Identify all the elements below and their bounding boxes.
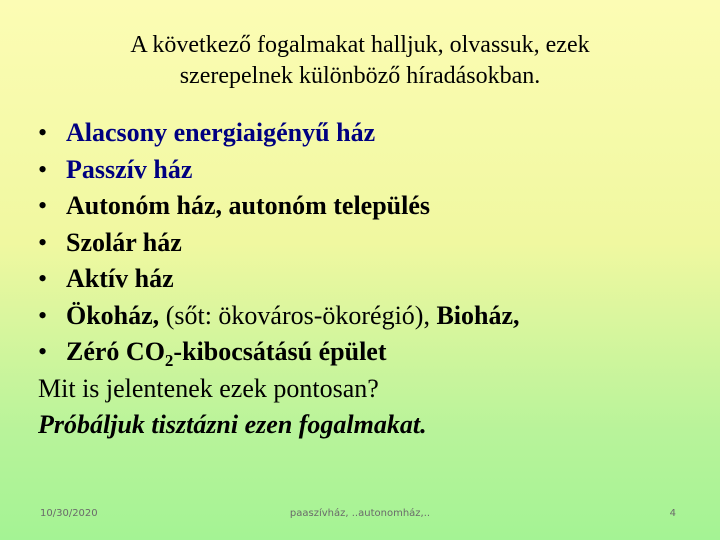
bullet-item xyxy=(38,334,698,371)
closing-text: Próbáljuk tisztázni ezen fogalmakat. xyxy=(38,410,427,439)
bullet-text-emission: -kibocsátású épület xyxy=(173,337,387,366)
title-line-1: A következő fogalmakat halljuk, olvassuk, ezek xyxy=(130,32,590,58)
bullet-text-parenthetical: (sőt: ökováros-ökorégió), xyxy=(159,300,437,330)
footer-page-number: 4 xyxy=(669,508,676,519)
bullet-dot-icon: • xyxy=(38,118,48,147)
bullet-dot-icon: • xyxy=(38,227,48,257)
bullet-text: Aktív ház xyxy=(66,264,174,293)
bullet-dot-icon: • xyxy=(38,191,48,220)
bullet-text: Autonóm ház, autonóm település xyxy=(66,191,431,220)
bullet-item xyxy=(38,188,698,225)
bullet-item xyxy=(38,298,698,335)
bullet-text-zero-co: Zéró CO xyxy=(66,337,165,366)
bullet-text-biohaz: Bioház, xyxy=(436,300,520,330)
bullet-dot-icon: • xyxy=(38,264,48,293)
bullet-dot-icon: • xyxy=(38,154,48,184)
title-line-2: szerepelnek különböző híradásokban. xyxy=(179,63,541,89)
footer-title: paaszívház, ..autonomház,.. xyxy=(289,508,431,519)
bullet-dot-icon: • xyxy=(38,300,48,330)
bullet-item xyxy=(38,225,698,262)
bullet-item xyxy=(38,115,698,152)
bullet-text: Alacsony energiaigényű ház xyxy=(66,118,376,147)
bullet-text xyxy=(66,298,520,335)
bullet-text: Passzív ház xyxy=(66,154,193,184)
bullet-text: Szolár ház xyxy=(66,227,182,257)
bullet-dot-icon: • xyxy=(38,337,48,366)
co2-subscript: 2 xyxy=(164,351,174,370)
bullet-item xyxy=(38,152,698,189)
slide-body xyxy=(38,115,698,444)
bullet-item xyxy=(38,261,698,298)
question-text: Mit is jelentenek ezek pontosan? xyxy=(38,373,379,403)
slide-title xyxy=(60,30,660,92)
footer-date: 10/30/2020 xyxy=(40,508,98,519)
bullet-text xyxy=(66,334,387,371)
bullet-text-okohaz: Ökoház, xyxy=(66,300,160,330)
